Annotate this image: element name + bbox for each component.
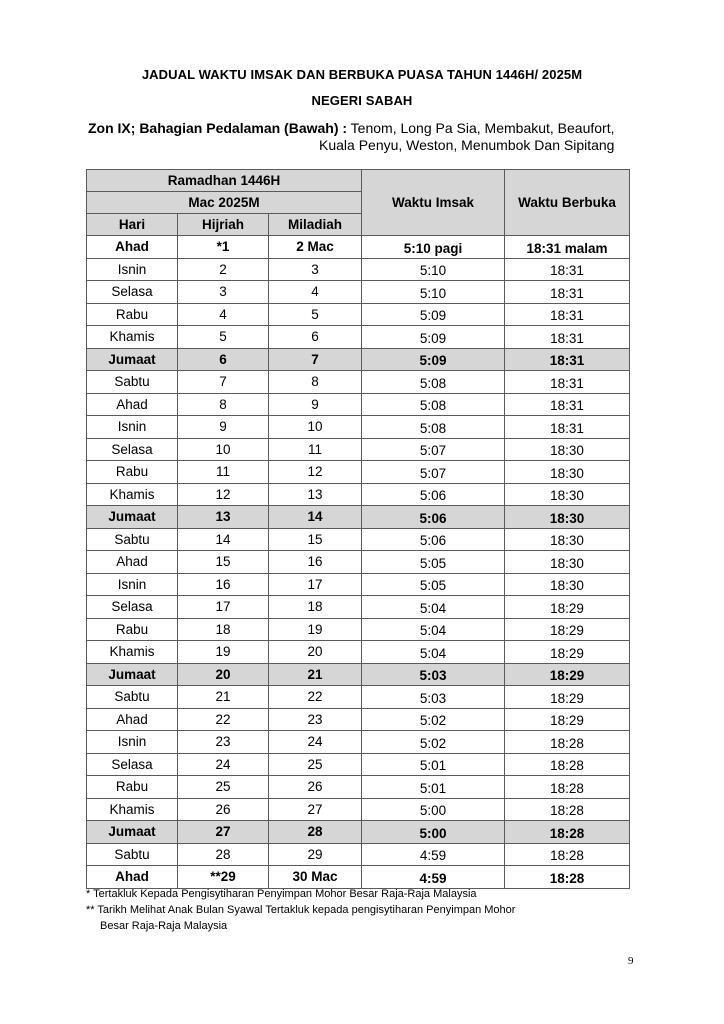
cell-hijriah: 28 bbox=[178, 843, 269, 866]
cell-hijriah: 26 bbox=[178, 798, 269, 821]
table-row bbox=[87, 393, 630, 416]
cell-hari: Sabtu bbox=[87, 528, 178, 551]
cell-berbuka: 18:28 bbox=[505, 866, 630, 889]
cell-berbuka: 18:29 bbox=[505, 686, 630, 709]
zone-places-2: Kuala Penyu, Weston, Menumbok Dan Sipitang bbox=[319, 137, 615, 153]
table-row bbox=[87, 551, 630, 574]
cell-berbuka: 18:31 bbox=[505, 258, 630, 281]
cell-hijriah: 20 bbox=[178, 663, 269, 686]
cell-hijriah: 25 bbox=[178, 776, 269, 799]
table-row bbox=[87, 641, 630, 664]
footnote-1: * Tertakluk Kepada Pengisytiharan Penyimpan Mohor Besar Raja-Raja Malaysia bbox=[86, 888, 477, 900]
cell-berbuka: 18:30 bbox=[505, 483, 630, 506]
table-row bbox=[87, 618, 630, 641]
cell-berbuka: 18:28 bbox=[505, 753, 630, 776]
cell-hari: Ahad bbox=[87, 866, 178, 889]
cell-hari: Selasa bbox=[87, 438, 178, 461]
cell-hari: Selasa bbox=[87, 596, 178, 619]
cell-miladiah: 13 bbox=[269, 483, 362, 506]
cell-imsak: 5:02 bbox=[362, 708, 505, 731]
cell-berbuka: 18:29 bbox=[505, 708, 630, 731]
cell-imsak: 5:04 bbox=[362, 641, 505, 664]
cell-hari: Rabu bbox=[87, 776, 178, 799]
header-miladiah: Miladiah bbox=[269, 214, 362, 236]
cell-hari: Jumaat bbox=[87, 663, 178, 686]
cell-hijriah: 10 bbox=[178, 438, 269, 461]
cell-imsak: 5:00 bbox=[362, 821, 505, 844]
cell-miladiah: 27 bbox=[269, 798, 362, 821]
table-row bbox=[87, 348, 630, 371]
table-row bbox=[87, 483, 630, 506]
cell-hijriah: 13 bbox=[178, 506, 269, 529]
cell-imsak: 5:08 bbox=[362, 371, 505, 394]
state-title: NEGERI SABAH bbox=[311, 93, 413, 108]
table-row bbox=[87, 843, 630, 866]
cell-miladiah: 12 bbox=[269, 461, 362, 484]
cell-imsak: 5:01 bbox=[362, 753, 505, 776]
cell-miladiah: 9 bbox=[269, 393, 362, 416]
table-row bbox=[87, 506, 630, 529]
cell-miladiah: 26 bbox=[269, 776, 362, 799]
cell-hijriah: 15 bbox=[178, 551, 269, 574]
cell-hari: Isnin bbox=[87, 573, 178, 596]
cell-miladiah: 8 bbox=[269, 371, 362, 394]
cell-hijriah: 7 bbox=[178, 371, 269, 394]
table-row bbox=[87, 528, 630, 551]
header-ramadhan: Ramadhan 1446H bbox=[87, 170, 362, 192]
cell-hari: Isnin bbox=[87, 258, 178, 281]
cell-miladiah: 10 bbox=[269, 416, 362, 439]
cell-imsak: 5:10 bbox=[362, 281, 505, 304]
cell-hijriah: 27 bbox=[178, 821, 269, 844]
cell-imsak: 5:01 bbox=[362, 776, 505, 799]
cell-hijriah: 16 bbox=[178, 573, 269, 596]
table-row bbox=[87, 753, 630, 776]
cell-hijriah: 19 bbox=[178, 641, 269, 664]
cell-imsak: 5:09 bbox=[362, 326, 505, 349]
footnotes bbox=[86, 886, 515, 934]
cell-hijriah: 11 bbox=[178, 461, 269, 484]
cell-hari: Isnin bbox=[87, 731, 178, 754]
cell-imsak: 5:07 bbox=[362, 438, 505, 461]
cell-imsak: 5:04 bbox=[362, 596, 505, 619]
cell-imsak: 5:00 bbox=[362, 798, 505, 821]
cell-imsak: 5:09 bbox=[362, 348, 505, 371]
table-row bbox=[87, 258, 630, 281]
cell-hijriah: 9 bbox=[178, 416, 269, 439]
cell-miladiah: 21 bbox=[269, 663, 362, 686]
cell-hijriah: 5 bbox=[178, 326, 269, 349]
cell-berbuka: 18:30 bbox=[505, 506, 630, 529]
table-row bbox=[87, 438, 630, 461]
cell-hijriah: **29 bbox=[178, 866, 269, 889]
cell-berbuka: 18:29 bbox=[505, 641, 630, 664]
cell-berbuka: 18:30 bbox=[505, 438, 630, 461]
cell-hari: Jumaat bbox=[87, 506, 178, 529]
cell-hijriah: 14 bbox=[178, 528, 269, 551]
cell-berbuka: 18:30 bbox=[505, 461, 630, 484]
cell-miladiah: 23 bbox=[269, 708, 362, 731]
table-row bbox=[87, 326, 630, 349]
cell-hari: Selasa bbox=[87, 753, 178, 776]
table-row bbox=[87, 573, 630, 596]
cell-berbuka: 18:29 bbox=[505, 663, 630, 686]
cell-berbuka: 18:31 malam bbox=[505, 236, 630, 259]
table-row bbox=[87, 416, 630, 439]
cell-miladiah: 30 Mac bbox=[269, 866, 362, 889]
cell-miladiah: 15 bbox=[269, 528, 362, 551]
document-title: JADUAL WAKTU IMSAK DAN BERBUKA PUASA TAHUN 1446H/ 2025M bbox=[141, 67, 583, 82]
cell-berbuka: 18:30 bbox=[505, 528, 630, 551]
cell-hijriah: 18 bbox=[178, 618, 269, 641]
cell-imsak: 4:59 bbox=[362, 843, 505, 866]
cell-hijriah: 6 bbox=[178, 348, 269, 371]
cell-imsak: 5:03 bbox=[362, 686, 505, 709]
table-row bbox=[87, 236, 630, 259]
cell-berbuka: 18:31 bbox=[505, 348, 630, 371]
cell-imsak: 5:06 bbox=[362, 528, 505, 551]
cell-miladiah: 2 Mac bbox=[269, 236, 362, 259]
cell-miladiah: 5 bbox=[269, 303, 362, 326]
zone-line bbox=[88, 120, 615, 136]
cell-berbuka: 18:28 bbox=[505, 843, 630, 866]
cell-hijriah: 12 bbox=[178, 483, 269, 506]
page-number: 9 bbox=[628, 955, 634, 967]
cell-miladiah: 3 bbox=[269, 258, 362, 281]
cell-hari: Jumaat bbox=[87, 821, 178, 844]
cell-miladiah: 17 bbox=[269, 573, 362, 596]
cell-berbuka: 18:31 bbox=[505, 303, 630, 326]
cell-miladiah: 11 bbox=[269, 438, 362, 461]
cell-hijriah: 21 bbox=[178, 686, 269, 709]
cell-imsak: 5:08 bbox=[362, 416, 505, 439]
cell-hijriah: 17 bbox=[178, 596, 269, 619]
cell-hari: Ahad bbox=[87, 708, 178, 731]
table-row bbox=[87, 596, 630, 619]
cell-berbuka: 18:29 bbox=[505, 618, 630, 641]
cell-imsak: 5:05 bbox=[362, 551, 505, 574]
cell-imsak: 4:59 bbox=[362, 866, 505, 889]
cell-miladiah: 20 bbox=[269, 641, 362, 664]
cell-miladiah: 29 bbox=[269, 843, 362, 866]
cell-hari: Ahad bbox=[87, 236, 178, 259]
cell-hari: Khamis bbox=[87, 326, 178, 349]
header-month: Mac 2025M bbox=[87, 192, 362, 214]
cell-miladiah: 6 bbox=[269, 326, 362, 349]
cell-hari: Sabtu bbox=[87, 843, 178, 866]
cell-miladiah: 4 bbox=[269, 281, 362, 304]
cell-berbuka: 18:31 bbox=[505, 393, 630, 416]
cell-berbuka: 18:30 bbox=[505, 573, 630, 596]
table-row bbox=[87, 303, 630, 326]
cell-berbuka: 18:30 bbox=[505, 551, 630, 574]
zone-label: Zon IX; Bahagian Pedalaman (Bawah) : bbox=[88, 120, 348, 136]
cell-miladiah: 19 bbox=[269, 618, 362, 641]
footnote-2-line1: ** Tarikh Melihat Anak Bulan Syawal Tertakluk kepada pengisytiharan Penyimpan Mohor bbox=[86, 904, 516, 916]
cell-miladiah: 16 bbox=[269, 551, 362, 574]
cell-berbuka: 18:31 bbox=[505, 371, 630, 394]
schedule-table bbox=[86, 169, 630, 889]
cell-berbuka: 18:31 bbox=[505, 416, 630, 439]
cell-hari: Khamis bbox=[87, 483, 178, 506]
cell-hari: Khamis bbox=[87, 798, 178, 821]
cell-imsak: 5:05 bbox=[362, 573, 505, 596]
cell-miladiah: 24 bbox=[269, 731, 362, 754]
table-row bbox=[87, 708, 630, 731]
cell-imsak: 5:02 bbox=[362, 731, 505, 754]
cell-imsak: 5:09 bbox=[362, 303, 505, 326]
cell-hari: Sabtu bbox=[87, 371, 178, 394]
header-berbuka: Waktu Berbuka bbox=[505, 170, 630, 236]
cell-imsak: 5:06 bbox=[362, 506, 505, 529]
table-row bbox=[87, 663, 630, 686]
cell-hari: Jumaat bbox=[87, 348, 178, 371]
cell-hari: Rabu bbox=[87, 461, 178, 484]
cell-hijriah: 22 bbox=[178, 708, 269, 731]
cell-miladiah: 14 bbox=[269, 506, 362, 529]
header-hijriah: Hijriah bbox=[178, 214, 269, 236]
cell-hijriah: 3 bbox=[178, 281, 269, 304]
cell-berbuka: 18:28 bbox=[505, 821, 630, 844]
cell-hijriah: 8 bbox=[178, 393, 269, 416]
footnote-2-line2: Besar Raja-Raja Malaysia bbox=[100, 920, 228, 932]
cell-hari: Sabtu bbox=[87, 686, 178, 709]
table-row bbox=[87, 461, 630, 484]
cell-berbuka: 18:31 bbox=[505, 281, 630, 304]
cell-miladiah: 18 bbox=[269, 596, 362, 619]
table-row bbox=[87, 866, 630, 889]
cell-miladiah: 25 bbox=[269, 753, 362, 776]
zone-places-1: Tenom, Long Pa Sia, Membakut, Beaufort, bbox=[347, 120, 615, 136]
header-imsak: Waktu Imsak bbox=[362, 170, 505, 236]
cell-berbuka: 18:28 bbox=[505, 731, 630, 754]
cell-imsak: 5:03 bbox=[362, 663, 505, 686]
cell-hijriah: 24 bbox=[178, 753, 269, 776]
cell-berbuka: 18:31 bbox=[505, 326, 630, 349]
cell-miladiah: 28 bbox=[269, 821, 362, 844]
cell-imsak: 5:08 bbox=[362, 393, 505, 416]
table-row bbox=[87, 731, 630, 754]
cell-hijriah: 4 bbox=[178, 303, 269, 326]
cell-hari: Rabu bbox=[87, 303, 178, 326]
cell-hijriah: *1 bbox=[178, 236, 269, 259]
cell-hijriah: 23 bbox=[178, 731, 269, 754]
cell-hari: Selasa bbox=[87, 281, 178, 304]
cell-hari: Ahad bbox=[87, 551, 178, 574]
cell-hari: Isnin bbox=[87, 416, 178, 439]
cell-hari: Rabu bbox=[87, 618, 178, 641]
cell-imsak: 5:04 bbox=[362, 618, 505, 641]
table-row bbox=[87, 281, 630, 304]
cell-miladiah: 22 bbox=[269, 686, 362, 709]
cell-hari: Khamis bbox=[87, 641, 178, 664]
cell-berbuka: 18:28 bbox=[505, 776, 630, 799]
cell-imsak: 5:10 bbox=[362, 258, 505, 281]
table-row bbox=[87, 798, 630, 821]
table-row bbox=[87, 686, 630, 709]
cell-imsak: 5:10 pagi bbox=[362, 236, 505, 259]
table-row bbox=[87, 371, 630, 394]
cell-miladiah: 7 bbox=[269, 348, 362, 371]
cell-berbuka: 18:28 bbox=[505, 798, 630, 821]
cell-imsak: 5:07 bbox=[362, 461, 505, 484]
table-row bbox=[87, 776, 630, 799]
cell-hari: Ahad bbox=[87, 393, 178, 416]
table-row bbox=[87, 821, 630, 844]
cell-hijriah: 2 bbox=[178, 258, 269, 281]
header-hari: Hari bbox=[87, 214, 178, 236]
cell-imsak: 5:06 bbox=[362, 483, 505, 506]
cell-berbuka: 18:29 bbox=[505, 596, 630, 619]
